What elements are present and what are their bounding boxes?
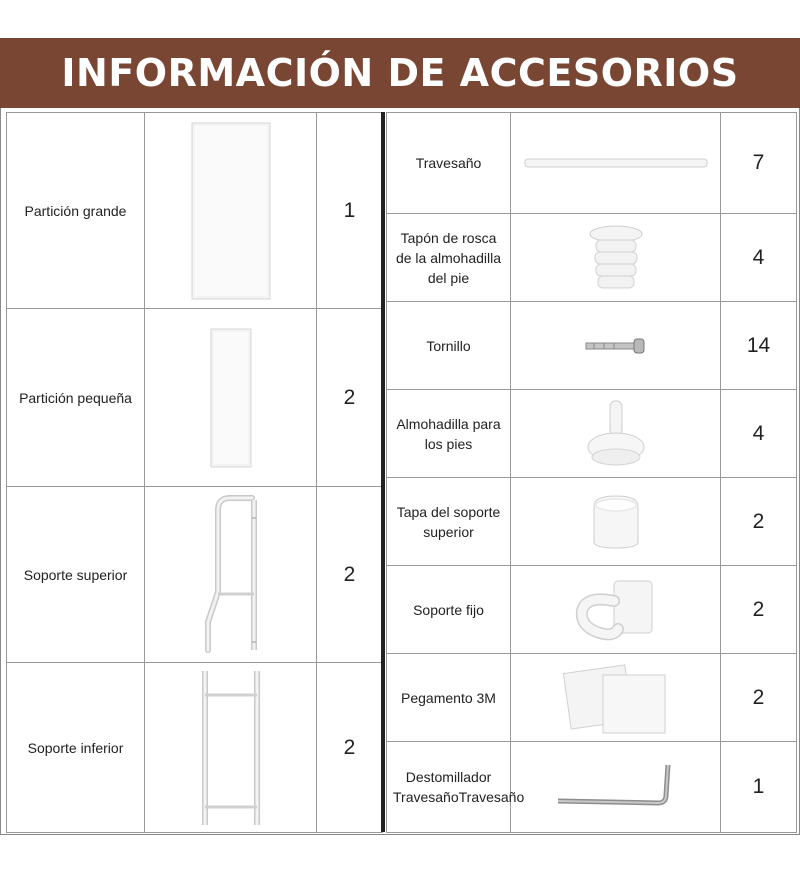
lower-support-frame-icon (145, 663, 317, 833)
item-name: Soporte inferior (7, 663, 145, 833)
table-row (387, 113, 797, 214)
table-row (7, 309, 383, 487)
upper-support-cap-icon (511, 478, 721, 566)
page-title: INFORMACIÓN DE ACCESORIOS (61, 51, 739, 95)
title-banner (0, 38, 800, 108)
column-divider (381, 112, 385, 832)
table-row (387, 566, 797, 654)
table-row (387, 302, 797, 390)
item-name: Partición grande (7, 113, 145, 309)
item-quantity: 2 (721, 654, 797, 742)
item-name: Tapón de rosca de la almohadilla del pie (387, 214, 511, 302)
table-row (7, 663, 383, 833)
accessories-table-right (386, 112, 797, 833)
item-quantity: 4 (721, 214, 797, 302)
item-quantity: 7 (721, 113, 797, 214)
table-row (387, 478, 797, 566)
large-partition-panel-icon (145, 113, 317, 309)
item-quantity: 2 (317, 309, 383, 487)
crossbar-rod-icon (511, 113, 721, 214)
item-name: Tapa del soporte superior (387, 478, 511, 566)
item-quantity: 2 (317, 487, 383, 663)
upper-support-frame-icon (145, 487, 317, 663)
accessories-table-left (6, 112, 383, 833)
table-row (387, 742, 797, 833)
item-name: Almohadilla para los pies (387, 390, 511, 478)
item-name: Soporte fijo (387, 566, 511, 654)
item-quantity: 2 (317, 663, 383, 833)
item-name: Travesaño (387, 113, 511, 214)
screw-icon (511, 302, 721, 390)
item-quantity: 14 (721, 302, 797, 390)
item-name: Destomillador TravesañoTravesaño (387, 742, 511, 833)
table-row (387, 390, 797, 478)
fixed-bracket-icon (511, 566, 721, 654)
item-name: Pegamento 3M (387, 654, 511, 742)
table-row (387, 654, 797, 742)
item-name: Soporte superior (7, 487, 145, 663)
item-name: Partición pequeña (7, 309, 145, 487)
item-quantity: 2 (721, 478, 797, 566)
allen-key-screwdriver-icon (511, 742, 721, 833)
table-row (7, 487, 383, 663)
item-quantity: 2 (721, 566, 797, 654)
item-name: Tornillo (387, 302, 511, 390)
table-row (387, 214, 797, 302)
foot-pad-screw-cap-icon (511, 214, 721, 302)
small-partition-panel-icon (145, 309, 317, 487)
table-row (7, 113, 383, 309)
item-quantity: 1 (317, 113, 383, 309)
item-quantity: 4 (721, 390, 797, 478)
foot-pad-icon (511, 390, 721, 478)
item-quantity: 1 (721, 742, 797, 833)
3m-adhesive-pads-icon (511, 654, 721, 742)
